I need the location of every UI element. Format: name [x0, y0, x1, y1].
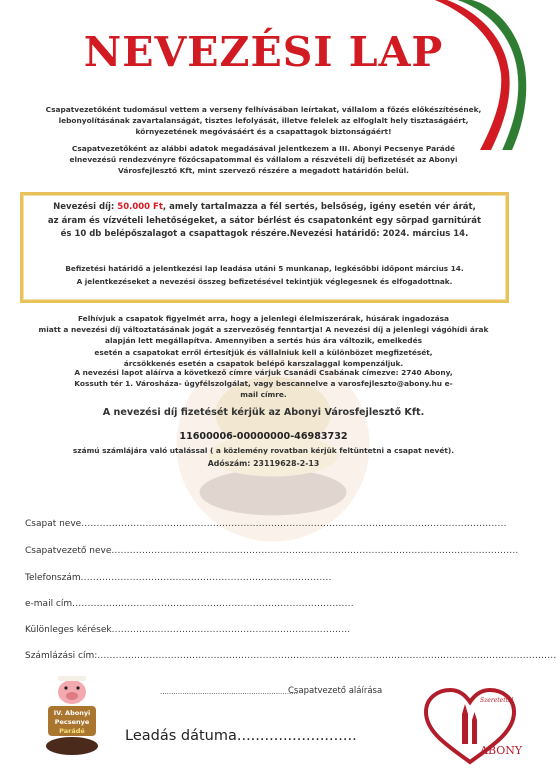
tax-number: Adószám: 23119628-2-13: [207, 459, 320, 468]
intro-line: környezetének megóvásáért és a csapattagok biztonságáért!: [135, 127, 392, 137]
payment-heading: A nevezési díj fizetését kérjük az Abonyi Városfejlesztő Kft.: [102, 407, 425, 418]
mailing-paragraph: [20, 367, 507, 401]
team-leader-name-field[interactable]: [25, 546, 519, 556]
registration-line: Városfejlesztő Kft, mint szervező részére a megadott határidőn belül.: [118, 166, 409, 176]
fee-prefix: Nevezési díj:: [53, 202, 118, 212]
logo-left-text: Parádé: [59, 727, 85, 735]
signature-label: Csapatvezető aláírása: [288, 686, 383, 696]
logo-right-text: ABONY: [480, 744, 523, 757]
billing-address-input-line[interactable]: ......................................................................................................................................................: [97, 651, 556, 661]
intro-line: Csapatvezetőként tudomásul vettem a verseny felhívásában leírtakat, vállalom a főzés előkészítésének,: [45, 105, 482, 114]
fee-line: az áram és vízvételi lehetőségeket, a sátor bérlést és csapatonként egy sörpad garnitúrát: [47, 215, 482, 226]
notice-line: árcsökkenés esetén a csapatok belépő karszalaggal kompenzáljuk.: [123, 358, 404, 368]
fee-amount: 50.000 Ft: [117, 202, 163, 212]
fee-line: és 10 db belépőszalagot a csapattagok részére.Nevezési határidő: 2024. március 14.: [60, 229, 469, 239]
pecsenye-parade-logo: [44, 670, 100, 760]
deadline-line: Befizetési határidő a jelentkezési lap leadása utáni 5 munkanap, legkésőbbi időpont március 14.: [65, 264, 464, 273]
team-leader-name-input-line[interactable]: .....................................................................................................................................: [111, 546, 519, 556]
fee-details: [23, 201, 506, 242]
team-name-label: Csapat neve: [25, 519, 82, 529]
phone-number-field[interactable]: [25, 573, 332, 583]
logo-left-text: Pecsenye: [54, 718, 90, 726]
billing-address-label: Számlázási cím:: [25, 651, 98, 661]
special-requests-field[interactable]: [25, 625, 351, 635]
deadline-line: A jelentkezéseket a nevezési összeg befizetésével tekintjük véglegesnek és elfogadottnak.: [76, 276, 453, 286]
bank-account-number: 11600006-00000000-46983732: [179, 431, 348, 442]
registration-paragraph: [20, 143, 507, 177]
notice-line: Felhívjuk a csapatok figyelmét arra, hogy a jelenlegi élelmiszerárak, húsárak ingadozása: [77, 314, 450, 323]
team-name-field[interactable]: [25, 519, 507, 529]
billing-address-field[interactable]: [25, 651, 556, 661]
registration-line: elnevezésű rendezvényre főzőcsapatommal és vállalom a részvételi díj befizetését az Abonyi: [69, 155, 458, 165]
logo-right-text: Szeretettel: [480, 697, 514, 704]
fee-line-rest: , amely tartalmazza a fél sertés, belsőség, igény esetén vér árát,: [162, 202, 476, 212]
email-input-line[interactable]: ............................................................................................: [72, 599, 354, 609]
special-requests-input-line[interactable]: ..............................................................................: [111, 625, 351, 635]
mailing-line: Kossuth tér 1. Városháza- ügyfélszolgálat, vagy bescannelve a varosfejleszto@abony.hu e-: [74, 379, 453, 389]
mailing-line: mail címre.: [240, 390, 287, 400]
page-title: NEVEZÉSI LAP: [83, 28, 444, 76]
submission-date-field[interactable]: Leadás dátuma..........................: [125, 728, 357, 744]
email-field[interactable]: [25, 599, 354, 609]
notice-line: alapján lett megállapítva. Amennyiben a sertés hús ára változik, emelkedés: [105, 336, 422, 346]
phone-number-label: Telefonszám: [25, 573, 81, 583]
phone-number-input-line[interactable]: ..................................................................................: [80, 573, 332, 583]
abony-heart-logo: [418, 688, 522, 766]
logo-left-text: IV. Abonyi: [53, 709, 91, 717]
intro-line: lebonyolításának zavartalanságát, tisztes lefolyását, illetve felelek az elfoglalt hely tisztaságáért,: [58, 116, 469, 126]
entry-fee-box: [20, 192, 509, 303]
special-requests-label: Különleges kérések: [25, 625, 112, 635]
fee-line: [23, 201, 506, 215]
email-label: e-mail cím: [25, 599, 73, 609]
signature-line[interactable]: ..............................................................: [160, 688, 298, 696]
notice-line: miatt a nevezési díj változtatásának jogát a szervezőség fenntartja! A nevezési díj a jelenlegi vágóhídi árak: [38, 325, 489, 335]
notice-line: esetén a csapatokat erről értesítjük és vállalniuk kell a különbözet megfizetését,: [94, 347, 433, 357]
intro-paragraph: [20, 104, 507, 138]
price-notice-paragraph: [20, 313, 507, 369]
mailing-line: A nevezési lapot aláírva a következő címre várjuk Csanádi Csabának címezve: 2740 Abony,: [74, 368, 453, 377]
payment-deadline: [23, 263, 506, 288]
team-name-input-line[interactable]: ...........................................................................................................................................: [81, 519, 507, 529]
transfer-note: számú számlájára való utalással ( a közlemény rovatban kérjük feltüntetni a csapat nevét).: [72, 446, 455, 455]
team-leader-name-label: Csapatvezető neve: [25, 546, 112, 556]
registration-line: Csapatvezetőként az alábbi adatok megadásával jelentkezem a III. Abonyi Pecsenye Parádé: [71, 144, 456, 153]
